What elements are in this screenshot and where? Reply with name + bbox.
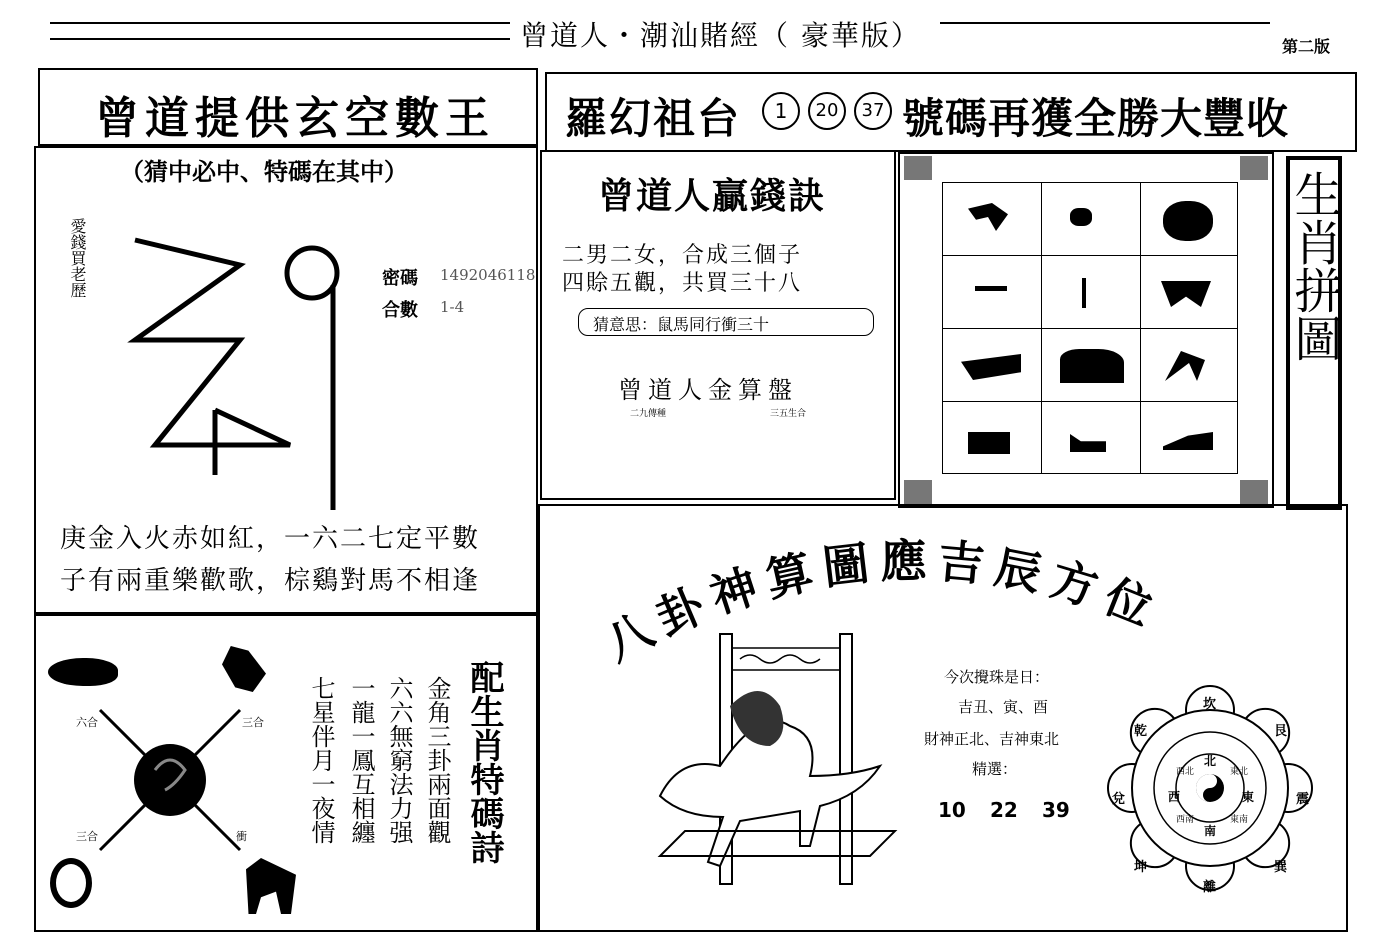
cross-label-tr: 三合 [242, 716, 264, 729]
puzzle-corner-tl [904, 156, 932, 180]
calc-left: 二九傳種 [630, 409, 667, 419]
poem-col-1 [422, 676, 452, 844]
snake-icon [50, 858, 92, 908]
pick-2: 22 [990, 798, 1018, 822]
dir-southwest: 西南 [1176, 815, 1195, 825]
poem-col-1-text: 金角三卦兩面觀 [423, 676, 451, 844]
banner-number-1 [762, 92, 800, 130]
puzzle-cell [1140, 328, 1238, 402]
poem-line-2: 子有兩重樂歡歌，棕鷄對馬不相逢 [60, 566, 481, 596]
picks-label: 精選： [972, 760, 1018, 778]
banner-number-3 [854, 92, 892, 130]
puzzle-cell [942, 328, 1042, 402]
dir-east: 東 [1242, 790, 1255, 804]
code-value: 1492046118 [440, 266, 536, 284]
dir-south: 南 [1204, 824, 1217, 838]
puzzle-cell [1140, 255, 1238, 329]
trigram-kun: 坤 [1134, 860, 1148, 875]
puzzle-grid [942, 182, 1238, 474]
combo-label: 合數 [382, 300, 418, 321]
combo-value: 1-4 [440, 298, 465, 316]
left-banner-text: 曾道提供玄空數王 [95, 93, 495, 144]
poem-title-text: 配生肖特碼詩 [464, 660, 504, 864]
poem-col-3-text: 一龍一鳳互相纏 [347, 676, 375, 844]
calc-title: 曾道人金算盤 [618, 376, 798, 404]
dir-northeast: 東北 [1230, 767, 1249, 777]
trigram-zhen: 震 [1296, 792, 1310, 807]
dir-north: 北 [1204, 754, 1217, 768]
middle-banner-prefix: 羅幻祖台 [565, 94, 742, 143]
trigram-xun: 巽 [1274, 860, 1288, 875]
calc-right: 三五生合 [770, 409, 807, 419]
edition-label: 第二版 [1282, 37, 1331, 56]
zodiac-title [1286, 170, 1342, 362]
puzzle-corner-br [1240, 480, 1268, 504]
trigram-dui: 兌 [1112, 792, 1126, 807]
poem-line-1: 庚金入火赤如紅，一六二七定平數 [60, 524, 481, 554]
header-rule-right [940, 22, 1270, 38]
pick-1: 10 [938, 798, 966, 822]
trigram-li: 離 [1203, 880, 1217, 895]
banner-number-1-text: 1 [774, 99, 788, 123]
puzzle-corner-bl [904, 480, 932, 504]
puzzle-cell [1041, 182, 1141, 256]
puzzle-cell [942, 182, 1042, 256]
draw-day-label: 今次攪珠是日： [944, 668, 1050, 686]
dir-southeast: 東南 [1230, 815, 1249, 825]
poem-col-2-text: 六六無窮法力强 [385, 676, 413, 844]
puzzle-cell [1041, 255, 1141, 329]
trigram-qian: 乾 [1134, 724, 1148, 739]
zodiac-title-text: 生肖拼圖 [1286, 170, 1342, 362]
puzzle-cell [1140, 182, 1238, 256]
guess-box [578, 308, 874, 336]
bagua-title: 八卦神算圖應吉辰方位 [596, 533, 1170, 672]
puzzle-cell [942, 401, 1042, 474]
rat-icon [48, 658, 118, 686]
dir-northwest: 西北 [1176, 767, 1195, 777]
poem-col-4 [306, 676, 336, 844]
big-number-drawing [120, 225, 350, 515]
dir-west: 西 [1168, 790, 1181, 804]
poem-title [462, 660, 506, 864]
banner-number-2-text: 20 [815, 100, 839, 121]
code-label: 密碼 [382, 268, 418, 289]
cross-label-bl: 三合 [76, 830, 98, 843]
vertical-note [66, 218, 89, 368]
poem-col-2 [384, 676, 414, 844]
page-title: 曾道人・潮汕賭經（ 豪華版） [520, 19, 921, 52]
win-money-title: 曾道人贏錢訣 [598, 175, 827, 217]
god-directions: 財神正北、吉神東北 [924, 730, 1060, 748]
poem-col-4-text: 七星伴月一夜情 [307, 676, 335, 844]
left-subtitle: （猜中必中、特碼在其中） [120, 157, 408, 186]
puzzle-cell [1041, 401, 1141, 474]
banner-number-2 [808, 92, 846, 130]
puzzle-cell [1140, 401, 1238, 474]
lucky-days: 吉丑、寅、酉 [958, 698, 1049, 716]
cross-label-br: 衝 [236, 830, 247, 843]
win-money-line-2: 四賒五觀，共買三十八 [562, 271, 803, 296]
middle-banner-suffix: 號碼再獲全勝大豐收 [902, 94, 1290, 143]
banner-number-3-text: 37 [861, 100, 885, 121]
trigram-kan: 坎 [1203, 697, 1217, 712]
puzzle-cell [1041, 328, 1141, 402]
vertical-note-text: 愛錢買老歷 [68, 218, 87, 298]
header-rule-left [50, 22, 510, 40]
puzzle-cell [942, 255, 1042, 329]
cross-label-tl: 六合 [76, 716, 98, 729]
guess-text: 猜意思：鼠馬同行衝三十 [593, 315, 770, 334]
warrior-horse-picture [640, 626, 900, 896]
win-money-line-1: 二男二女，合成三個子 [562, 243, 803, 268]
poem-col-3 [346, 676, 376, 844]
puzzle-corner-tr [1240, 156, 1268, 180]
pick-3: 39 [1042, 798, 1070, 822]
trigram-gen: 艮 [1274, 724, 1288, 739]
